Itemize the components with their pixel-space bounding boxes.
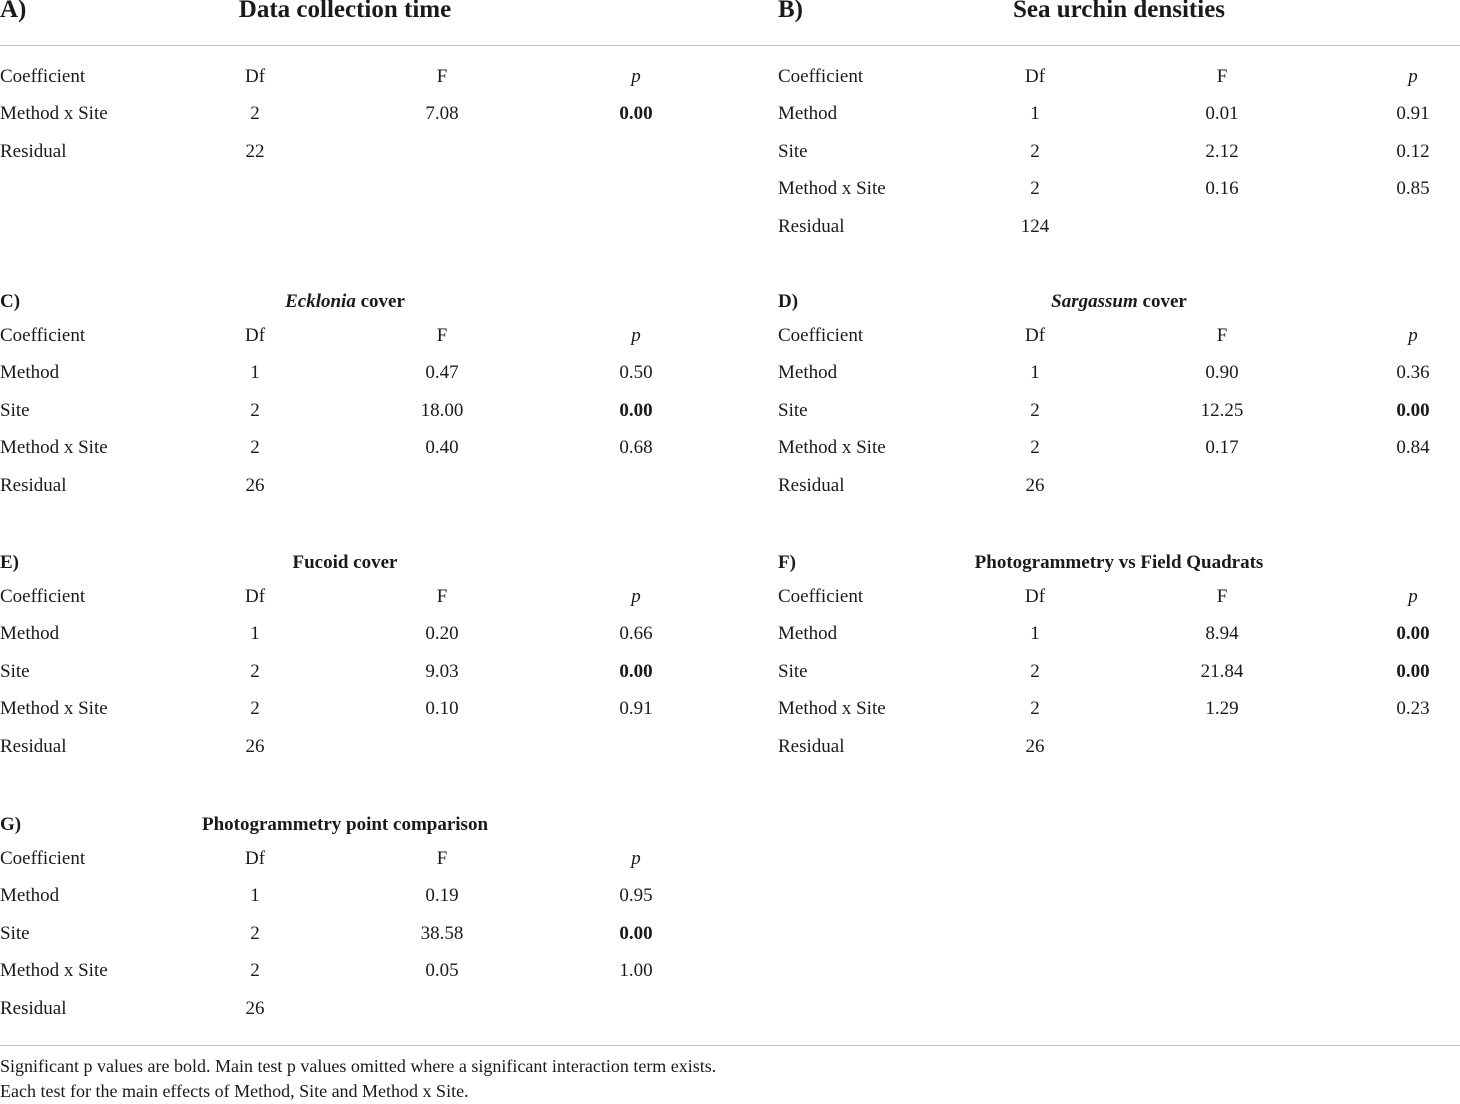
row-coefficient: Method x Site: [0, 960, 108, 982]
panel-title-italic: Sargassum: [1051, 291, 1138, 312]
row-df: 2: [250, 922, 260, 944]
header-coefficient: Coefficient: [778, 66, 864, 87]
table-row: [778, 95, 1460, 132]
table-row: [778, 392, 1460, 429]
row-f: 0.20: [425, 623, 459, 645]
table-header-row: [0, 578, 690, 615]
panel-title-italic: Ecklonia: [285, 291, 356, 312]
row-p: 0.84: [1396, 437, 1430, 459]
row-f: 0.16: [1205, 178, 1239, 200]
row-coefficient: Method: [0, 362, 60, 384]
table-row: [0, 354, 690, 391]
panel-label: E): [0, 552, 19, 573]
header-df: Df: [1024, 66, 1046, 87]
table-row: [0, 877, 690, 914]
row-p: 0.00: [619, 660, 653, 682]
row-df: 2: [1030, 698, 1040, 720]
row-p: 0.85: [1396, 178, 1430, 200]
table-row: [778, 170, 1460, 207]
header-coefficient: Coefficient: [0, 325, 86, 346]
row-df: 2: [1030, 140, 1040, 162]
panel-title-text: Data collection time: [238, 0, 452, 23]
row-coefficient: Method x Site: [778, 698, 886, 720]
header-p: p: [631, 66, 641, 87]
row-coefficient: Method: [0, 623, 60, 645]
row-coefficient: Site: [778, 399, 808, 421]
header-coefficient: Coefficient: [0, 586, 86, 607]
table-row: [0, 95, 690, 132]
row-coefficient: Residual: [778, 215, 845, 237]
header-f: F: [436, 586, 448, 607]
table-footnote: [0, 1054, 716, 1104]
table-row: [0, 429, 690, 466]
panel-title: [778, 548, 1460, 578]
table-row: [778, 653, 1460, 690]
row-df: 1: [250, 885, 260, 907]
row-coefficient: Method x Site: [0, 103, 108, 125]
panel-title-text: Sea urchin densities: [1012, 0, 1226, 23]
panel-rows: [0, 840, 690, 1027]
row-f: 2.12: [1205, 140, 1239, 162]
panel-title-text: Fucoid cover: [292, 552, 398, 573]
panel-label: G): [0, 814, 22, 835]
header-df: Df: [244, 586, 266, 607]
panel-g: [0, 810, 690, 1027]
table-row: [778, 615, 1460, 652]
panel-label: B): [778, 0, 803, 23]
panel-title-rest: cover: [355, 291, 405, 312]
panel-title: [0, 287, 690, 317]
table-header-row: [778, 317, 1460, 354]
table-row: [0, 952, 690, 989]
row-df: 26: [245, 997, 265, 1019]
row-coefficient: Method x Site: [0, 437, 108, 459]
row-df: 2: [1030, 660, 1040, 682]
row-f: 0.01: [1205, 103, 1239, 125]
table-row: [0, 990, 690, 1027]
table-header-row: [0, 317, 690, 354]
row-df: 26: [245, 474, 265, 496]
row-df: 2: [1030, 437, 1040, 459]
row-p: 0.00: [1396, 399, 1430, 421]
header-df: Df: [1024, 325, 1046, 346]
row-p: 0.91: [1396, 103, 1430, 125]
table-row: [778, 208, 1460, 245]
panel-title-text: Photogrammetry vs Field Quadrats: [974, 552, 1264, 573]
row-coefficient: Site: [0, 922, 30, 944]
panel-header: [778, 287, 1460, 317]
row-coefficient: Method x Site: [778, 178, 886, 200]
row-p: 0.12: [1396, 140, 1430, 162]
table-row: [778, 429, 1460, 466]
row-coefficient: Site: [0, 399, 30, 421]
header-df: Df: [244, 66, 266, 87]
panel-rows: [0, 317, 690, 504]
row-p: 0.00: [619, 399, 653, 421]
row-coefficient: Site: [778, 660, 808, 682]
row-f: 0.40: [425, 437, 459, 459]
row-f: 9.03: [425, 660, 459, 682]
panel-rows: [778, 58, 1460, 245]
panel-header: [778, 0, 1460, 30]
row-coefficient: Residual: [778, 735, 845, 757]
table-row: [0, 690, 690, 727]
row-df: 2: [1030, 399, 1040, 421]
header-p: p: [631, 325, 641, 346]
row-df: 1: [1030, 623, 1040, 645]
row-p: 0.00: [1396, 623, 1430, 645]
table-row: [778, 467, 1460, 504]
row-coefficient: Method: [778, 362, 838, 384]
row-df: 2: [250, 660, 260, 682]
row-df: 1: [1030, 103, 1040, 125]
panel-label: C): [0, 291, 21, 312]
row-f: 21.84: [1200, 660, 1244, 682]
panel-rows: [0, 578, 690, 765]
panel-a: [0, 0, 690, 170]
row-df: 1: [1030, 362, 1040, 384]
row-p: 0.91: [619, 698, 653, 720]
row-p: 0.00: [1396, 660, 1430, 682]
row-df: 124: [1020, 215, 1050, 237]
panel-header: [778, 548, 1460, 578]
row-f: 12.25: [1200, 399, 1244, 421]
row-f: 38.58: [420, 922, 464, 944]
header-coefficient: Coefficient: [0, 848, 86, 869]
row-coefficient: Residual: [0, 735, 67, 757]
header-p: p: [1408, 325, 1418, 346]
row-p: 0.36: [1396, 362, 1430, 384]
table-row: [0, 615, 690, 652]
row-f: 0.90: [1205, 362, 1239, 384]
table-row: [0, 653, 690, 690]
table-header-row: [0, 58, 690, 95]
row-df: 2: [250, 103, 260, 125]
footnote-line-2: Each test for the main effects of Method, Site and Method x Site.: [0, 1081, 469, 1101]
row-df: 22: [245, 140, 265, 162]
panel-header: [0, 0, 690, 30]
panel-title: [0, 0, 690, 25]
table-row: [0, 467, 690, 504]
panel-d: [778, 287, 1460, 504]
row-f: 0.17: [1205, 437, 1239, 459]
header-p: p: [1408, 66, 1418, 87]
header-coefficient: Coefficient: [0, 66, 86, 87]
row-coefficient: Site: [0, 660, 30, 682]
footnote-line-1: Significant p values are bold. Main test p values omitted where a significant interaction term exists.: [0, 1056, 717, 1076]
header-coefficient: Coefficient: [778, 586, 864, 607]
header-f: F: [1216, 586, 1228, 607]
row-f: 1.29: [1205, 698, 1239, 720]
row-f: 8.94: [1205, 623, 1239, 645]
table-row: [778, 133, 1460, 170]
row-coefficient: Method: [778, 623, 838, 645]
row-df: 2: [250, 399, 260, 421]
table-row: [0, 133, 690, 170]
row-p: 0.66: [619, 623, 653, 645]
header-f: F: [1216, 325, 1228, 346]
panel-c: [0, 287, 690, 504]
panel-title-text: Photogrammetry point comparison: [201, 814, 489, 835]
row-p: 0.50: [619, 362, 653, 384]
panel-rows: [778, 317, 1460, 504]
row-coefficient: Method: [778, 103, 838, 125]
table-header-row: [0, 840, 690, 877]
row-coefficient: Method: [0, 885, 60, 907]
row-coefficient: Residual: [0, 997, 67, 1019]
panel-title: [0, 810, 690, 840]
panel-header: [0, 287, 690, 317]
row-df: 2: [250, 698, 260, 720]
panel-title-rest: cover: [1137, 291, 1187, 312]
row-df: 26: [1025, 474, 1045, 496]
row-coefficient: Residual: [0, 140, 67, 162]
row-df: 1: [250, 362, 260, 384]
row-p: 0.00: [619, 922, 653, 944]
table-header-row: [778, 58, 1460, 95]
row-p: 0.23: [1396, 698, 1430, 720]
panel-title: [778, 0, 1460, 25]
row-df: 2: [1030, 178, 1040, 200]
header-f: F: [436, 66, 448, 87]
panel-label: F): [778, 552, 796, 573]
header-p: p: [631, 848, 641, 869]
bottom-rule: [0, 1045, 1460, 1046]
row-f: 0.10: [425, 698, 459, 720]
panel-b: [778, 0, 1460, 245]
table-row: [778, 354, 1460, 391]
row-coefficient: Residual: [778, 474, 845, 496]
row-f: 18.00: [420, 399, 464, 421]
panel-rows: [778, 578, 1460, 765]
panel-label: D): [778, 291, 799, 312]
row-coefficient: Method x Site: [778, 437, 886, 459]
panel-header: [0, 810, 690, 840]
row-p: 0.95: [619, 885, 653, 907]
header-df: Df: [1024, 586, 1046, 607]
table-row: [778, 690, 1460, 727]
row-f: 7.08: [425, 103, 459, 125]
row-p: 0.68: [619, 437, 653, 459]
header-p: p: [631, 586, 641, 607]
row-f: 0.47: [425, 362, 459, 384]
header-f: F: [1216, 66, 1228, 87]
table-row: [0, 728, 690, 765]
row-df: 26: [245, 735, 265, 757]
row-coefficient: Site: [778, 140, 808, 162]
row-df: 26: [1025, 735, 1045, 757]
row-df: 1: [250, 623, 260, 645]
row-p: 1.00: [619, 960, 653, 982]
row-df: 2: [250, 960, 260, 982]
table-row: [0, 392, 690, 429]
panel-header: [0, 548, 690, 578]
row-df: 2: [250, 437, 260, 459]
panel-rows: [0, 58, 690, 170]
panel-f: [778, 548, 1460, 765]
panel-label: A): [0, 0, 27, 23]
header-f: F: [436, 848, 448, 869]
header-p: p: [1408, 586, 1418, 607]
panel-e: [0, 548, 690, 765]
row-coefficient: Residual: [0, 474, 67, 496]
row-f: 0.05: [425, 960, 459, 982]
panel-title: [778, 287, 1460, 317]
header-f: F: [436, 325, 448, 346]
panel-title: [0, 548, 690, 578]
header-df: Df: [244, 325, 266, 346]
row-coefficient: Method x Site: [0, 698, 108, 720]
header-coefficient: Coefficient: [778, 325, 864, 346]
table-row: [778, 728, 1460, 765]
header-df: Df: [244, 848, 266, 869]
row-p: 0.00: [619, 103, 653, 125]
row-f: 0.19: [425, 885, 459, 907]
table-header-row: [778, 578, 1460, 615]
table-row: [0, 915, 690, 952]
